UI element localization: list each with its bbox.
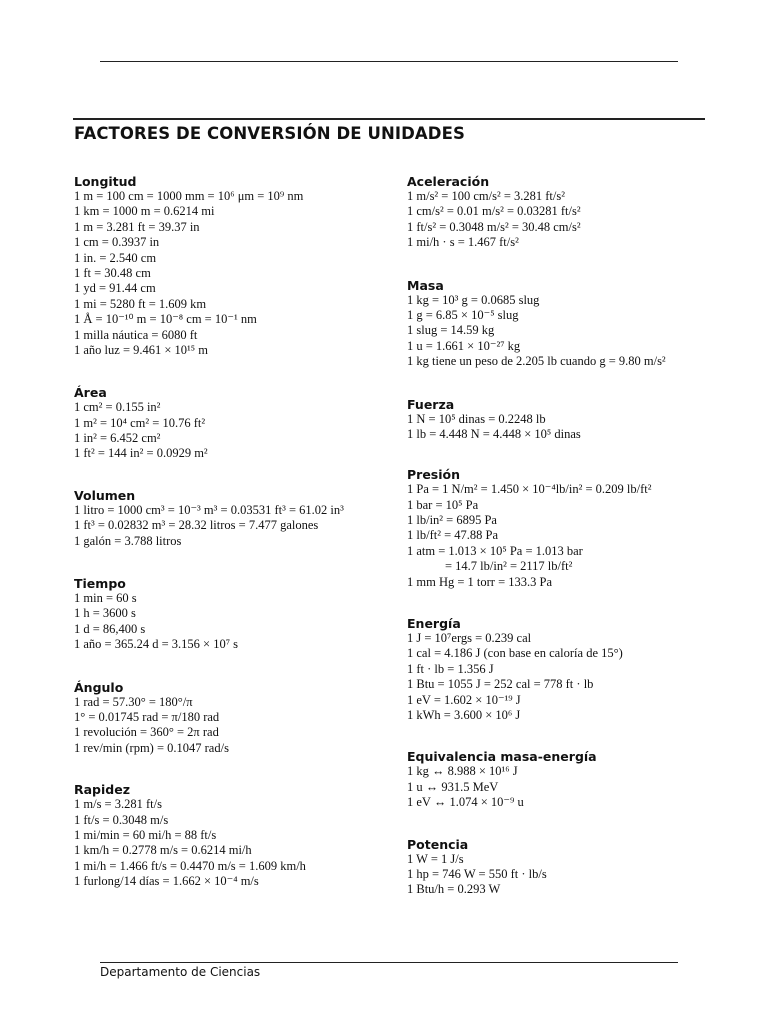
conversion-line: 1 in. = 2.540 cm bbox=[74, 250, 157, 265]
conversion-line: 1 min = 60 s bbox=[74, 591, 137, 606]
conversion-line: 1 m² = 10⁴ cm² = 10.76 ft² bbox=[74, 415, 206, 430]
left-column bbox=[74, 174, 394, 890]
conversion-line: 1 cm² = 0.155 in² bbox=[74, 400, 161, 415]
conversion-line: 1 in² = 6.452 cm² bbox=[74, 431, 161, 446]
conversion-line: 1 cm/s² = 0.01 m/s² = 0.03281 ft/s² bbox=[407, 204, 581, 219]
conversion-line: 1 año luz = 9.461 × 10¹⁵ m bbox=[74, 342, 208, 357]
section-title: Longitud bbox=[74, 174, 137, 189]
conversion-line: 1 mi/min = 60 mi/h = 88 ft/s bbox=[74, 827, 217, 842]
conversion-line: 1 km/h = 0.2778 m/s = 0.6214 mi/h bbox=[74, 843, 252, 858]
conversion-line: 1 hp = 746 W = 550 ft · lb/s bbox=[407, 866, 547, 881]
section-angulo bbox=[74, 680, 394, 757]
conversion-line: 1 h = 3600 s bbox=[74, 606, 136, 621]
section-title: Volumen bbox=[74, 487, 136, 503]
conversion-line: 1 lb/in² = 6895 Pa bbox=[407, 513, 497, 528]
conversion-line: 1 d = 86,400 s bbox=[74, 621, 146, 636]
section-title: Tiempo bbox=[74, 576, 126, 592]
conversion-line: 1 g = 6.85 × 10⁻⁵ slug bbox=[407, 307, 519, 322]
conversion-line: 1 cm = 0.3937 in bbox=[74, 235, 160, 250]
conversion-line: 1 m/s² = 100 cm/s² = 3.281 ft/s² bbox=[407, 189, 565, 203]
section-title: Energía bbox=[407, 616, 461, 632]
conversion-line: 1 Pa = 1 N/m² = 1.450 × 10⁻⁴lb/in² = 0.209 lb/ft² bbox=[407, 482, 652, 497]
conversion-line: 1 revolución = 360° = 2π rad bbox=[74, 725, 219, 740]
conversion-line: 1 kg ↔ 8.988 × 10¹⁶ J bbox=[407, 764, 518, 779]
section-title: Masa bbox=[407, 277, 444, 293]
conversion-line: 1 u = 1.661 × 10⁻²⁷ kg bbox=[407, 338, 521, 353]
conversion-line: 1 J = 10⁷ergs = 0.239 cal bbox=[407, 631, 532, 646]
section-volumen bbox=[74, 488, 394, 549]
section-fuerza bbox=[407, 397, 737, 443]
footer-rule bbox=[100, 962, 678, 963]
conversion-line: 1 m = 3.281 ft = 39.37 in bbox=[74, 219, 200, 234]
conversion-line: 1 ft³ = 0.02832 m³ = 28.32 litros = 7.477 galones bbox=[74, 518, 319, 533]
page-title: FACTORES DE CONVERSIÓN DE UNIDADES bbox=[74, 124, 465, 143]
conversion-line: 1 kg tiene un peso de 2.205 lb cuando g = 9.80 m/s² bbox=[407, 354, 666, 369]
conversion-line: 1 mi/h · s = 1.467 ft/s² bbox=[407, 235, 519, 250]
conversion-line: 1 furlong/14 días = 1.662 × 10⁻⁴ m/s bbox=[74, 874, 259, 889]
footer-text: Departamento de Ciencias bbox=[100, 965, 261, 979]
section-equivalencia bbox=[407, 749, 737, 810]
conversion-line: 1 N = 10⁵ dinas = 0.2248 lb bbox=[407, 411, 546, 426]
conversion-line: 1 litro = 1000 cm³ = 10⁻³ m³ = 0.03531 ft³ = 61.02 in³ bbox=[74, 502, 344, 517]
conversion-line: 1 yd = 91.44 cm bbox=[74, 281, 156, 296]
conversion-line: 1 mi = 5280 ft = 1.609 km bbox=[74, 296, 207, 311]
section-title: Potencia bbox=[407, 836, 469, 852]
conversion-line: 1 kWh = 3.600 × 10⁶ J bbox=[407, 707, 521, 722]
section-energia bbox=[407, 616, 737, 723]
conversion-line: = 14.7 lb/in² = 2117 lb/ft² bbox=[445, 559, 573, 574]
conversion-line: 1 mm Hg = 1 torr = 133.3 Pa bbox=[407, 574, 552, 589]
top-rule bbox=[100, 61, 678, 62]
section-presion bbox=[407, 467, 737, 590]
conversion-line: 1 milla náutica = 6080 ft bbox=[74, 327, 198, 342]
conversion-line: 1 u ↔ 931.5 MeV bbox=[407, 779, 499, 794]
section-title: Ángulo bbox=[74, 679, 124, 695]
conversion-line: 1 km = 1000 m = 0.6214 mi bbox=[74, 204, 215, 219]
conversion-line: 1 slug = 14.59 kg bbox=[407, 323, 495, 338]
conversion-line: 1 ft/s² = 0.3048 m/s² = 30.48 cm/s² bbox=[407, 219, 581, 234]
conversion-line: 1 m/s = 3.281 ft/s bbox=[74, 797, 162, 812]
section-masa bbox=[407, 278, 737, 370]
conversion-line: 1 ft · lb = 1.356 J bbox=[407, 661, 494, 676]
section-aceleracion bbox=[407, 174, 737, 251]
conversion-line: 1 ft/s = 0.3048 m/s bbox=[74, 812, 169, 827]
conversion-line: 1 Btu = 1055 J = 252 cal = 778 ft · lb bbox=[407, 677, 594, 692]
section-title: Presión bbox=[407, 467, 461, 483]
section-title: Equivalencia masa-energía bbox=[407, 749, 597, 765]
conversion-line: 1 kg = 10³ g = 0.0685 slug bbox=[407, 292, 540, 307]
conversion-line: 1 mi/h = 1.466 ft/s = 0.4470 m/s = 1.609 km/h bbox=[74, 858, 306, 873]
title-rule bbox=[73, 118, 705, 120]
right-column bbox=[407, 174, 737, 898]
conversion-line: 1 lb = 4.448 N = 4.448 × 10⁵ dinas bbox=[407, 426, 581, 441]
conversion-line: 1 eV = 1.602 × 10⁻¹⁹ J bbox=[407, 692, 521, 707]
conversion-line: 1 año = 365.24 d = 3.156 × 10⁷ s bbox=[74, 637, 239, 652]
section-title: Rapidez bbox=[74, 782, 130, 798]
conversion-line: 1 cal = 4.186 J (con base en caloría de 15°) bbox=[407, 646, 623, 661]
conversion-line: 1° = 0.01745 rad = π/180 rad bbox=[74, 709, 220, 724]
section-tiempo bbox=[74, 576, 394, 653]
section-title: Aceleración bbox=[407, 174, 490, 189]
conversion-line: 1 ft² = 144 in² = 0.0929 m² bbox=[74, 446, 208, 461]
conversion-line: 1 W = 1 J/s bbox=[407, 851, 464, 866]
section-area bbox=[74, 385, 394, 462]
section-title: Fuerza bbox=[407, 396, 455, 412]
conversion-line: 1 rev/min (rpm) = 0.1047 rad/s bbox=[74, 740, 229, 755]
section-title: Área bbox=[74, 385, 107, 401]
conversion-line: 1 ft = 30.48 cm bbox=[74, 265, 151, 280]
section-longitud bbox=[74, 174, 394, 358]
conversion-line: 1 atm = 1.013 × 10⁵ Pa = 1.013 bar bbox=[407, 543, 583, 558]
conversion-line: 1 bar = 10⁵ Pa bbox=[407, 497, 479, 512]
conversion-line: 1 rad = 57.30° = 180°/π bbox=[74, 694, 193, 709]
conversion-line: 1 galón = 3.788 litros bbox=[74, 533, 182, 548]
conversion-line: 1 m = 100 cm = 1000 mm = 10⁶ μm = 10⁹ nm bbox=[74, 189, 304, 203]
section-rapidez bbox=[74, 782, 394, 889]
conversion-line: 1 lb/ft² = 47.88 Pa bbox=[407, 528, 499, 543]
section-potencia bbox=[407, 837, 737, 898]
conversion-line: 1 eV ↔ 1.074 × 10⁻⁹ u bbox=[407, 795, 524, 810]
conversion-line: 1 Btu/h = 0.293 W bbox=[407, 882, 501, 897]
conversion-line: 1 Å = 10⁻¹⁰ m = 10⁻⁸ cm = 10⁻¹ nm bbox=[74, 312, 257, 327]
